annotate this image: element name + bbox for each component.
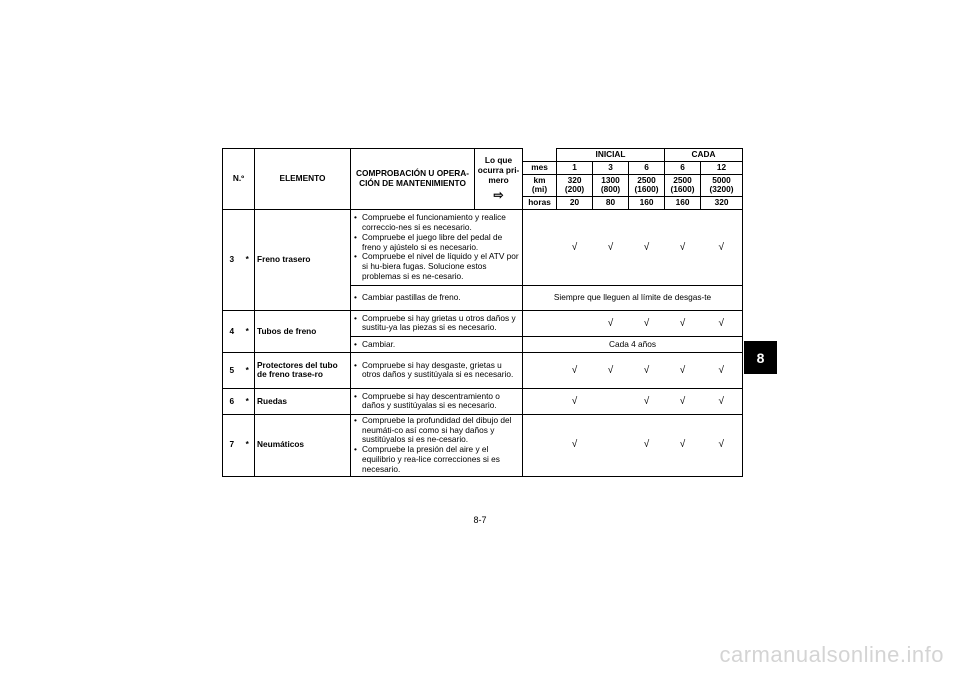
check-mark: √ bbox=[665, 414, 701, 476]
list-item: • Cambiar pastillas de freno. bbox=[362, 293, 520, 303]
unit-label: km (mi) bbox=[523, 174, 557, 197]
list-item: • Compruebe el nivel de líquido y el ATV por si hu-biera fugas. Solucione estos problemas si es ne-cesario. bbox=[362, 252, 520, 281]
check-mark bbox=[557, 310, 593, 336]
table-row bbox=[223, 352, 743, 388]
check-mark: √ bbox=[665, 209, 701, 285]
list-item: • Cambiar. bbox=[362, 340, 520, 350]
row-element: Protectores del tubo de freno trase-ro bbox=[255, 352, 351, 388]
header-row-horas: horas 20 80 160 160 320 bbox=[223, 197, 743, 210]
check-mark bbox=[593, 388, 629, 414]
row-star: * bbox=[241, 352, 255, 388]
check-mark: √ bbox=[701, 414, 743, 476]
check-mark: √ bbox=[665, 352, 701, 388]
list-item: • Compruebe si hay descentramiento o daños y sustitúyalas si es necesario. bbox=[362, 392, 520, 412]
list-item: • Compruebe el juego libre del pedal de freno y ajústelo si es necesario. bbox=[362, 233, 520, 253]
row-element: Ruedas bbox=[255, 388, 351, 414]
check-mark: √ bbox=[629, 388, 665, 414]
col-header-no: N.º bbox=[223, 149, 255, 210]
row-element: Freno trasero bbox=[255, 209, 351, 310]
check-mark: √ bbox=[557, 209, 593, 285]
header-row-km: km (mi) 320 (200) 1300 (800) 2500 (1600) 2500 (1600) 5000 (3200) bbox=[223, 174, 743, 197]
row-number: 4 bbox=[223, 310, 241, 352]
check-mark: √ bbox=[593, 209, 629, 285]
check-mark: √ bbox=[629, 352, 665, 388]
check-mark: √ bbox=[593, 352, 629, 388]
table-row bbox=[223, 310, 743, 336]
check-mark: √ bbox=[701, 388, 743, 414]
col-header-element: ELEMENTO bbox=[255, 149, 351, 210]
row-star: * bbox=[241, 414, 255, 476]
list-item: • Compruebe la profundidad del dibujo del neumáti-co así como si hay daños y sustitúyalos si es ne-cesario. bbox=[362, 416, 520, 445]
row-star: * bbox=[241, 209, 255, 310]
row-checks-list bbox=[351, 414, 523, 476]
row-star: * bbox=[241, 310, 255, 352]
unit-label: mes bbox=[523, 161, 557, 174]
col-header-check: COMPROBACIÓN U OPERA-CIÓN DE MANTENIMIENTO bbox=[351, 149, 475, 210]
check-mark: √ bbox=[557, 414, 593, 476]
row-sub-item bbox=[351, 285, 523, 310]
check-mark: √ bbox=[593, 310, 629, 336]
unit-label: horas bbox=[523, 197, 557, 210]
check-mark: √ bbox=[665, 310, 701, 336]
row-number: 3 bbox=[223, 209, 241, 310]
row-sub-text: Cada 4 años bbox=[523, 336, 743, 352]
first-label: Lo que ocurra pri-mero bbox=[477, 155, 520, 185]
col-header-every: CADA bbox=[665, 149, 743, 162]
check-mark: √ bbox=[557, 388, 593, 414]
row-number: 5 bbox=[223, 352, 241, 388]
row-checks-list bbox=[351, 209, 523, 285]
check-mark: √ bbox=[701, 352, 743, 388]
row-checks-list bbox=[351, 310, 523, 336]
col-header-initial: INICIAL bbox=[557, 149, 665, 162]
list-item: • Compruebe el funcionamiento y realice correccio-nes si es necesario. bbox=[362, 213, 520, 233]
list-item: • Compruebe si hay desgaste, grietas u otros daños y sustitúyala si es necesario. bbox=[362, 361, 520, 381]
table-row bbox=[223, 388, 743, 414]
check-mark: √ bbox=[629, 209, 665, 285]
chapter-tab: 8 bbox=[744, 341, 777, 374]
row-star: * bbox=[241, 388, 255, 414]
check-mark bbox=[593, 414, 629, 476]
col-header-first bbox=[475, 149, 523, 210]
list-item: • Compruebe si hay grietas u otros daños y sustitu-ya las piezas si es necesario. bbox=[362, 314, 520, 334]
row-sub-item bbox=[351, 336, 523, 352]
arrow-right-icon: ⇨ bbox=[493, 187, 504, 202]
check-mark: √ bbox=[701, 310, 743, 336]
row-number: 7 bbox=[223, 414, 241, 476]
check-mark: √ bbox=[629, 310, 665, 336]
check-mark: √ bbox=[629, 414, 665, 476]
header-row-mes: mes 1 3 6 6 12 bbox=[223, 161, 743, 174]
check-mark: √ bbox=[557, 352, 593, 388]
table-row bbox=[223, 209, 743, 285]
row-number: 6 bbox=[223, 388, 241, 414]
maintenance-table bbox=[222, 148, 743, 477]
row-element: Neumáticos bbox=[255, 414, 351, 476]
row-checks-list bbox=[351, 388, 523, 414]
row-checks-list bbox=[351, 352, 523, 388]
row-sub-text: Siempre que lleguen al límite de desgas-te bbox=[523, 285, 743, 310]
watermark: carmanualsonline.info bbox=[719, 642, 944, 667]
row-element: Tubos de freno bbox=[255, 310, 351, 352]
check-mark: √ bbox=[665, 388, 701, 414]
table-row bbox=[223, 414, 743, 476]
page-number: 8-7 bbox=[473, 515, 487, 525]
check-mark: √ bbox=[701, 209, 743, 285]
list-item: • Compruebe la presión del aire y el equilibrio y rea-lice correcciones si es necesario. bbox=[362, 445, 520, 474]
